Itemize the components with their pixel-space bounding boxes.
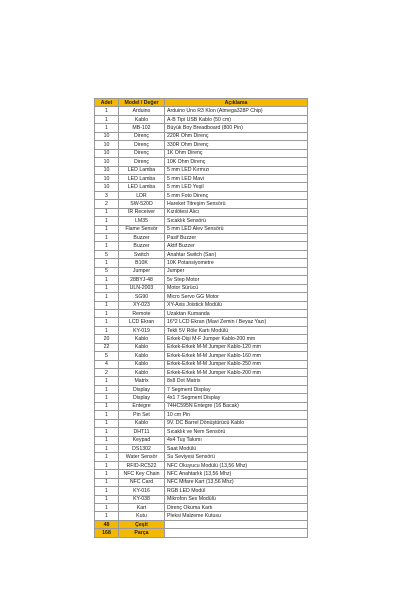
model-cell: Keypad — [119, 436, 165, 444]
qty-cell: 5 — [95, 352, 119, 360]
table-row — [95, 394, 308, 402]
model-cell: Kablo — [119, 369, 165, 377]
table-row — [95, 301, 308, 309]
qty-cell: 1 — [95, 436, 119, 444]
total-count: 168 — [95, 529, 119, 537]
qty-cell: 1 — [95, 461, 119, 469]
qty-cell: 1 — [95, 259, 119, 267]
description-cell: 10 cm Pin — [165, 411, 308, 419]
table-row — [95, 453, 308, 461]
qty-cell: 1 — [95, 107, 119, 115]
table-row — [95, 242, 308, 250]
table-row — [95, 166, 308, 174]
qty-cell: 1 — [95, 411, 119, 419]
qty-cell: 10 — [95, 166, 119, 174]
model-cell: LED Lamba — [119, 174, 165, 182]
table-row — [95, 267, 308, 275]
total-blank-cell — [165, 529, 308, 537]
description-cell: Anahtar Switch (Sarı) — [165, 250, 308, 258]
model-cell: Flame Sensör — [119, 225, 165, 233]
header-model: Model / Değer — [119, 99, 165, 107]
qty-cell: 1 — [95, 309, 119, 317]
description-cell: Kızılötesi Alıcı — [165, 208, 308, 216]
table-row — [95, 385, 308, 393]
table-row — [95, 124, 308, 132]
description-cell: 5 mm LED Yeşil — [165, 183, 308, 191]
description-cell: Erkek-Erkek M-M Jumper Kablo-200 mm — [165, 369, 308, 377]
table-row — [95, 343, 308, 351]
table-row — [95, 419, 308, 427]
table-row — [95, 360, 308, 368]
description-cell: 8x8 Dot Matrix — [165, 377, 308, 385]
model-cell: LED Lamba — [119, 166, 165, 174]
qty-cell: 1 — [95, 444, 119, 452]
description-cell: 16*2 LCD Ekran (Mavi Zemin / Beyaz Yazı) — [165, 318, 308, 326]
qty-cell: 1 — [95, 402, 119, 410]
model-cell: Pin Set — [119, 411, 165, 419]
description-cell: Direnç Okuma Kartı — [165, 504, 308, 512]
model-cell: KY-016 — [119, 487, 165, 495]
table-header-row — [95, 99, 308, 107]
table-row — [95, 504, 308, 512]
header-adet: Adet — [95, 99, 119, 107]
qty-cell: 1 — [95, 470, 119, 478]
qty-cell: 2 — [95, 200, 119, 208]
description-cell: Su Seviyesi Sensörü — [165, 453, 308, 461]
qty-cell: 1 — [95, 234, 119, 242]
description-cell: A-B Tipi USB Kablo (50 cm) — [165, 115, 308, 123]
table-row — [95, 495, 308, 503]
model-cell: Display — [119, 385, 165, 393]
model-cell: Switch — [119, 250, 165, 258]
qty-cell: 1 — [95, 284, 119, 292]
table-row — [95, 276, 308, 284]
qty-cell: 2 — [95, 369, 119, 377]
qty-cell: 1 — [95, 124, 119, 132]
model-cell: MB-102 — [119, 124, 165, 132]
description-cell: Mikrofon Ses Modülü — [165, 495, 308, 503]
parts-list-sheet — [94, 98, 307, 538]
model-cell: LED Lamba — [119, 183, 165, 191]
qty-cell: 3 — [95, 191, 119, 199]
model-cell: Direnç — [119, 149, 165, 157]
description-cell: Tekli 5V Röle Kartı Modülü — [165, 326, 308, 334]
description-cell: 5 mm Foto Direnç — [165, 191, 308, 199]
table-row — [95, 352, 308, 360]
model-cell: Kart — [119, 504, 165, 512]
total-label: Çeşit — [119, 520, 165, 528]
description-cell: 7 Segment Display — [165, 385, 308, 393]
qty-cell: 1 — [95, 428, 119, 436]
description-cell: 5 mm LED Kırmızı — [165, 166, 308, 174]
model-cell: LDR — [119, 191, 165, 199]
table-row — [95, 132, 308, 140]
table-row — [95, 174, 308, 182]
description-cell: Micro Servo GG Motor — [165, 293, 308, 301]
model-cell: SG90 — [119, 293, 165, 301]
table-row — [95, 428, 308, 436]
table-row — [95, 208, 308, 216]
table-row — [95, 461, 308, 469]
qty-cell: 1 — [95, 301, 119, 309]
description-cell: Sıcaklık Sensörü — [165, 217, 308, 225]
model-cell: Entegre — [119, 402, 165, 410]
table-row — [95, 250, 308, 258]
qty-cell: 10 — [95, 158, 119, 166]
qty-cell: 1 — [95, 394, 119, 402]
model-cell: NFC Card — [119, 478, 165, 486]
qty-cell: 10 — [95, 132, 119, 140]
description-cell: Erkek-Erkek M-M Jumper Kablo-120 mm — [165, 343, 308, 351]
description-cell: 10K Ohm Direnç — [165, 158, 308, 166]
model-cell: Matrix — [119, 377, 165, 385]
qty-cell: 1 — [95, 293, 119, 301]
qty-cell: 22 — [95, 343, 119, 351]
qty-cell: 5 — [95, 267, 119, 275]
header-aciklama: Açıklama — [165, 99, 308, 107]
table-row — [95, 309, 308, 317]
table-row — [95, 512, 308, 520]
table-row — [95, 487, 308, 495]
table-row — [95, 318, 308, 326]
table-row — [95, 478, 308, 486]
qty-cell: 1 — [95, 242, 119, 250]
parts-table — [94, 98, 308, 538]
qty-cell: 1 — [95, 326, 119, 334]
model-cell: Buzzer — [119, 234, 165, 242]
description-cell: 5 mm LED Mavi — [165, 174, 308, 182]
description-cell: 1K Ohm Direnç — [165, 149, 308, 157]
table-row — [95, 444, 308, 452]
description-cell: NFC Okuyucu Modülü (13,56 Mhz) — [165, 461, 308, 469]
model-cell: Kablo — [119, 115, 165, 123]
model-cell: Kablo — [119, 419, 165, 427]
table-row — [95, 335, 308, 343]
model-cell: Display — [119, 394, 165, 402]
description-cell: Erkek-Dişi M-F Jumper Kablo-200 mm — [165, 335, 308, 343]
table-row — [95, 293, 308, 301]
description-cell: NFC Mifare Kart (13,56 Mhz) — [165, 478, 308, 486]
model-cell: Kablo — [119, 352, 165, 360]
table-row — [95, 217, 308, 225]
model-cell: Kablo — [119, 343, 165, 351]
description-cell: Erkek-Erkek M-M Jumper Kablo-250 mm — [165, 360, 308, 368]
model-cell: LM35 — [119, 217, 165, 225]
table-row — [95, 411, 308, 419]
model-cell: SW-520D — [119, 200, 165, 208]
table-row — [95, 259, 308, 267]
qty-cell: 1 — [95, 225, 119, 233]
qty-cell: 1 — [95, 512, 119, 520]
qty-cell: 1 — [95, 377, 119, 385]
description-cell: 10K Potansiyometre — [165, 259, 308, 267]
description-cell: Motor Sürücü — [165, 284, 308, 292]
description-cell: NFC Anahtarlık (13,56 Mhz) — [165, 470, 308, 478]
description-cell: Uzaktan Kumanda — [165, 309, 308, 317]
description-cell: Büyük Boy Breadboard (800 Pin) — [165, 124, 308, 132]
description-cell: 4x1 7 Segment Display — [165, 394, 308, 402]
description-cell: XY-Axis Joistick Modülü — [165, 301, 308, 309]
model-cell: KY-019 — [119, 326, 165, 334]
qty-cell: 1 — [95, 453, 119, 461]
description-cell: 330R Ohm Direnç — [165, 141, 308, 149]
description-cell: 4x4 Tuş Takımı — [165, 436, 308, 444]
qty-cell: 1 — [95, 217, 119, 225]
description-cell: Arduino Uno R3 Klon (Atmega328P Chip) — [165, 107, 308, 115]
description-cell: Sıcaklık ve Nem Sensörü — [165, 428, 308, 436]
description-cell: Erkek-Erkek M-M Jumper Kablo-160 mm — [165, 352, 308, 360]
qty-cell: 1 — [95, 115, 119, 123]
qty-cell: 1 — [95, 385, 119, 393]
description-cell: 220R Ohm Direnç — [165, 132, 308, 140]
model-cell: Buzzer — [119, 242, 165, 250]
qty-cell: 5 — [95, 250, 119, 258]
description-cell: 5 mm LED Alev Sensörü — [165, 225, 308, 233]
qty-cell: 1 — [95, 487, 119, 495]
description-cell: RGB LED Modül — [165, 487, 308, 495]
qty-cell: 1 — [95, 478, 119, 486]
model-cell: Arduino — [119, 107, 165, 115]
model-cell: Kutu — [119, 512, 165, 520]
qty-cell: 1 — [95, 495, 119, 503]
table-row — [95, 191, 308, 199]
qty-cell: 10 — [95, 141, 119, 149]
model-cell: Remote — [119, 309, 165, 317]
table-row — [95, 234, 308, 242]
table-row — [95, 369, 308, 377]
description-cell: Hareket Titreşim Sensörü — [165, 200, 308, 208]
description-cell: Pleksi Malzeme Kutusu — [165, 512, 308, 520]
table-row — [95, 225, 308, 233]
model-cell: Direnç — [119, 132, 165, 140]
qty-cell: 1 — [95, 208, 119, 216]
table-row — [95, 470, 308, 478]
table-row — [95, 326, 308, 334]
table-row — [95, 158, 308, 166]
table-row — [95, 436, 308, 444]
table-row — [95, 402, 308, 410]
qty-cell: 10 — [95, 174, 119, 182]
model-cell: DS1302 — [119, 444, 165, 452]
model-cell: Water Sensör — [119, 453, 165, 461]
table-row — [95, 183, 308, 191]
model-cell: ULN-2003 — [119, 284, 165, 292]
model-cell: DHT11 — [119, 428, 165, 436]
table-row — [95, 200, 308, 208]
qty-cell: 1 — [95, 504, 119, 512]
model-cell: NFC Key Chain — [119, 470, 165, 478]
description-cell: Jumper — [165, 267, 308, 275]
qty-cell: 1 — [95, 419, 119, 427]
total-label: Parça — [119, 529, 165, 537]
model-cell: Direnç — [119, 158, 165, 166]
description-cell: Aktif Buzzer — [165, 242, 308, 250]
model-cell: LCD Ekran — [119, 318, 165, 326]
table-row — [95, 284, 308, 292]
model-cell: 28BYJ-48 — [119, 276, 165, 284]
description-cell: 5v Step Motor — [165, 276, 308, 284]
description-cell: 74HC595N Entegre (16 Bacak) — [165, 402, 308, 410]
total-count: 48 — [95, 520, 119, 528]
table-row — [95, 115, 308, 123]
model-cell: Jumper — [119, 267, 165, 275]
model-cell: RFID-RC522 — [119, 461, 165, 469]
model-cell: Kablo — [119, 360, 165, 368]
table-row — [95, 107, 308, 115]
qty-cell: 1 — [95, 276, 119, 284]
total-blank-cell — [165, 520, 308, 528]
qty-cell: 4 — [95, 360, 119, 368]
table-row — [95, 377, 308, 385]
model-cell: Kablo — [119, 335, 165, 343]
total-row — [95, 529, 308, 537]
model-cell: KY-038 — [119, 495, 165, 503]
table-row — [95, 141, 308, 149]
description-cell: 9V. DC Barrel Dönüştürücü Kablo — [165, 419, 308, 427]
table-row — [95, 149, 308, 157]
model-cell: Direnç — [119, 141, 165, 149]
model-cell: B10K — [119, 259, 165, 267]
total-row — [95, 520, 308, 528]
description-cell: Pasif Buzzer — [165, 234, 308, 242]
model-cell: XY-023 — [119, 301, 165, 309]
description-cell: Saat Modülü — [165, 444, 308, 452]
qty-cell: 10 — [95, 149, 119, 157]
model-cell: IR Receiver — [119, 208, 165, 216]
qty-cell: 20 — [95, 335, 119, 343]
qty-cell: 1 — [95, 318, 119, 326]
qty-cell: 10 — [95, 183, 119, 191]
